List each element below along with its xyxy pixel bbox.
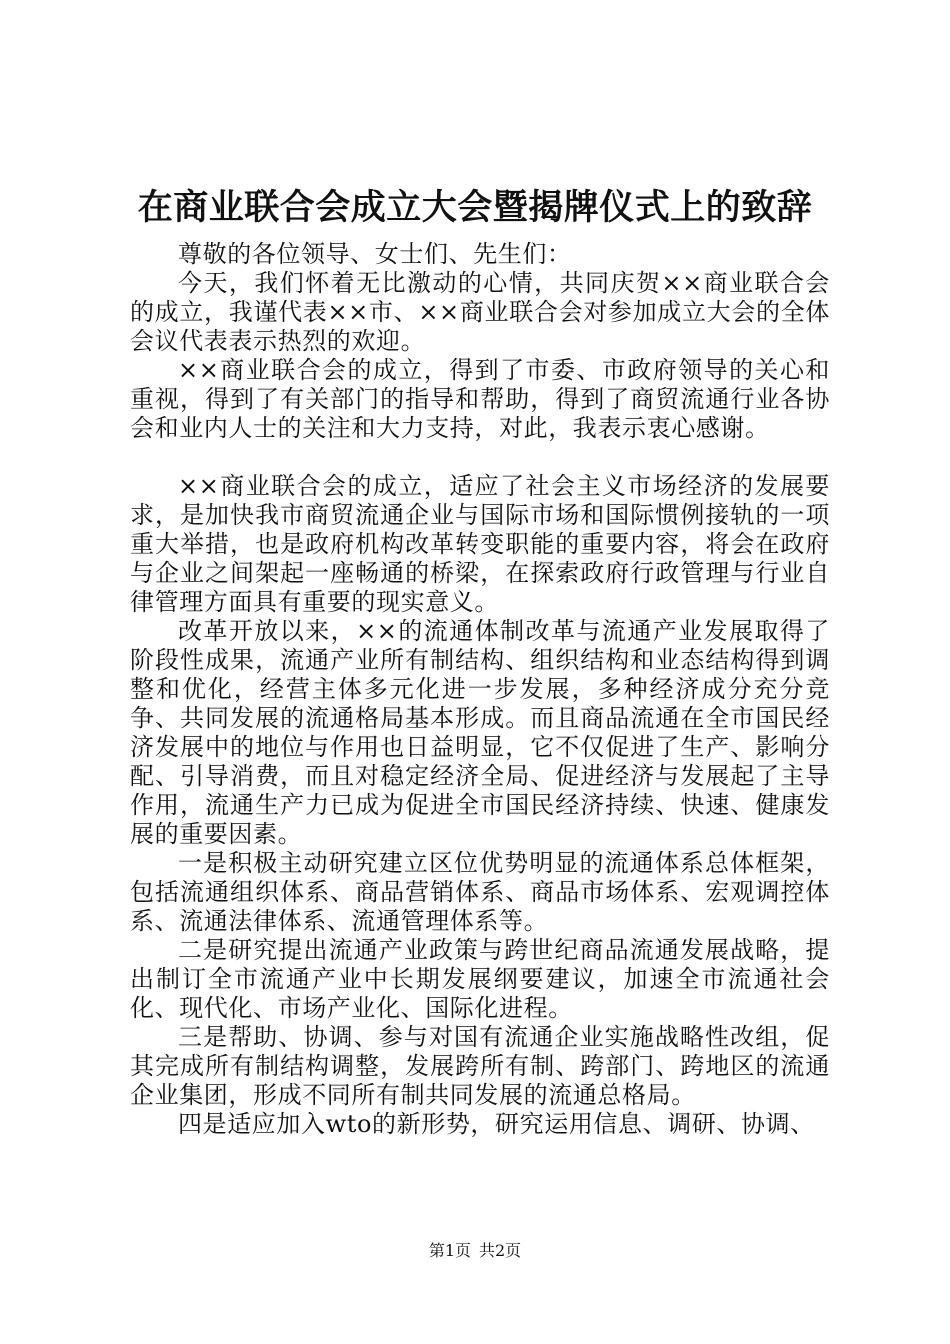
- body-paragraph: 今天，我们怀着无比激动的心情，共同庆贺××商业联合会的成立，我谨代表××市、××商业联合会对参加成立大会的全体会议代表表示热烈的欢迎。: [130, 269, 830, 355]
- body-paragraph: 改革开放以来，××的流通体制改革与流通产业发展取得了阶段性成果，流通产业所有制结构、组织结构和业态结构得到调整和优化，经营主体多元化进一步发展，多种经济成分充分竞争、共同发展的流通格局基本形成。而且商品流通在全市国民经济发展中的地位与作用也日益明显，它不仅促进了生产、影响分配、引导消费，而且对稳定经济全局、促进经济与发展起了主导作用，流通生产力已成为促进全市国民经济持续、快速、健康发展的重要因素。: [130, 617, 830, 848]
- body-paragraph: 一是积极主动研究建立区位优势明显的流通体系总体框架，包括流通组织体系、商品营销体系、商品市场体系、宏观调控体系、流通法律体系、流通管理体系等。: [130, 849, 830, 935]
- body-paragraph: 三是帮助、协调、参与对国有流通企业实施战略性改组，促其完成所有制结构调整，发展跨所有制、跨部门、跨地区的流通企业集团，形成不同所有制共同发展的流通总格局。: [130, 1023, 830, 1109]
- body-paragraph: ××商业联合会的成立，得到了市委、市政府领导的关心和重视，得到了有关部门的指导和帮助，得到了商贸流通行业各协会和业内人士的关注和大力支持，对此，我表示衷心感谢。: [130, 356, 830, 442]
- document-body: [130, 240, 830, 1139]
- salutation: 尊敬的各位领导、女士们、先生们：: [178, 240, 572, 268]
- document-title: 在商业联合会成立大会暨揭牌仪式上的致辞: [137, 187, 813, 228]
- page-total: 共2页: [479, 1241, 522, 1260]
- page-number: 第1页: [428, 1241, 471, 1260]
- page-footer: [0, 1241, 950, 1261]
- body-paragraph: 二是研究提出流通产业政策与跨世纪商品流通发展战略，提出制订全市流通产业中长期发展纲要建议，加速全市流通社会化、现代化、市场产业化、国际化进程。: [130, 936, 830, 1022]
- body-paragraph: ××商业联合会的成立，适应了社会主义市场经济的发展要求，是加快我市商贸流通企业与国际市场和国际惯例接轨的一项重大举措，也是政府机构改革转变职能的重要内容，将会在政府与企业之间架起一座畅通的桥梁，在探索政府行政管理与行业自律管理方面具有重要的现实意义。: [130, 472, 830, 616]
- body-paragraph: 四是适应加入wto的新形势，研究运用信息、调研、协调、: [178, 1110, 815, 1138]
